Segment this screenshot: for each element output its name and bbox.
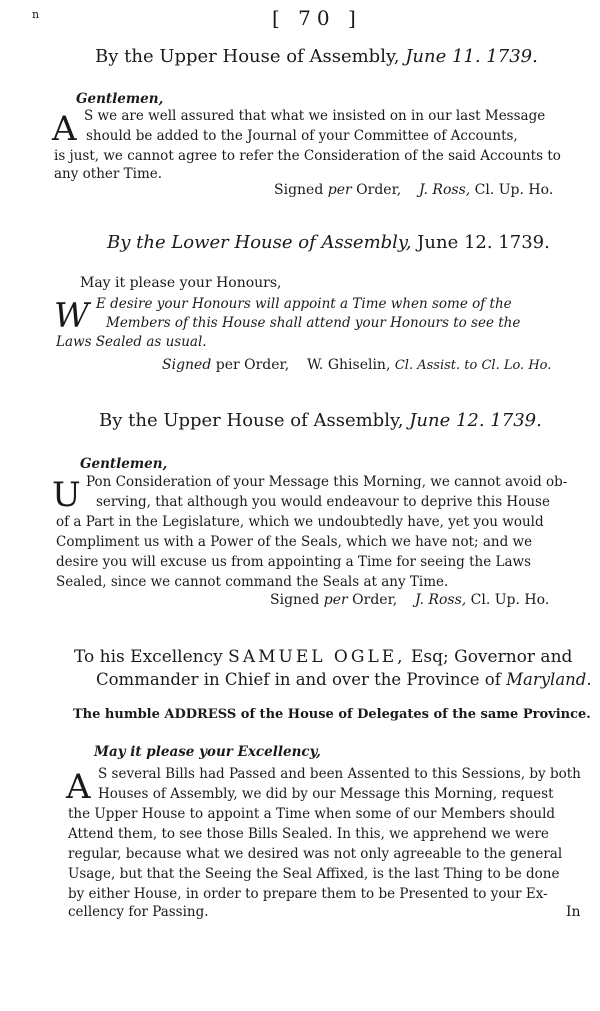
address-line-7-text: by either House, in order to prepare them to be Presented to your Ex- bbox=[68, 886, 548, 902]
address-drop-cap: A bbox=[66, 767, 91, 807]
msg1-line-2: should be added to the Journal of your Committee of Accounts, bbox=[86, 128, 518, 144]
msg2-clerk-office: Cl. Assist. to Cl. Lo. Ho. bbox=[394, 358, 552, 373]
page-mark: n bbox=[32, 8, 40, 21]
msg1-line-4: any other Time. bbox=[54, 166, 163, 182]
msg3-heading bbox=[99, 410, 542, 431]
msg2-clerk-name: W. Ghiselin, bbox=[306, 357, 391, 373]
address-line-3-text: the Upper House to appoint a Time when some of our Members should bbox=[68, 806, 556, 822]
msg3-order: Order, bbox=[352, 592, 398, 608]
msg1-heading bbox=[95, 46, 538, 67]
msg2-line-3: Laws Sealed as usual. bbox=[56, 334, 207, 350]
address-prefix: To his Excellency bbox=[74, 647, 223, 667]
msg2-signature bbox=[162, 357, 551, 373]
address-line-5-text: regular, because what we desired was not only agreeable to the general bbox=[68, 846, 563, 862]
msg1-drop-cap: A bbox=[52, 109, 77, 149]
msg3-heading-text: By the Upper House of Assembly, bbox=[99, 410, 404, 431]
msg1-per: per bbox=[327, 182, 352, 198]
address-line-8-text: cellency for Passing. bbox=[68, 904, 209, 920]
msg2-drop-cap: W bbox=[54, 296, 89, 336]
msg2-per: per Order, bbox=[215, 357, 290, 373]
msg3-drop-cap: U bbox=[52, 475, 81, 515]
msg3-date: June 12. 1739. bbox=[409, 410, 542, 431]
address-province-prefix: Commander in Chief in and over the Province of bbox=[96, 670, 501, 689]
msg2-heading bbox=[107, 232, 550, 253]
msg1-clerk-name: J. Ross, bbox=[419, 182, 471, 198]
msg1-line-1: S we are well assured that what we insisted on in our last Message bbox=[84, 108, 546, 124]
address-suffix: Esq; Governor and bbox=[410, 647, 573, 667]
address-line-1 bbox=[74, 647, 572, 667]
msg2-heading-text: By the Lower House of Assembly, bbox=[107, 232, 412, 253]
msg1-salutation: Gentlemen, bbox=[76, 91, 164, 107]
address-title: The humble ADDRESS of the House of Delegates of the same Province. bbox=[73, 707, 591, 722]
msg1-signed: Signed bbox=[274, 182, 324, 198]
address-line-6-text: Usage, but that the Seeing the Seal Affixed, is the last Thing to be done bbox=[68, 866, 560, 882]
msg3-clerk-office: Cl. Up. Ho. bbox=[470, 592, 550, 608]
address-governor-name: SAMUEL OGLE, bbox=[228, 647, 406, 667]
msg3-line-2: serving, that although you would endeavour to deprive this House bbox=[96, 494, 550, 510]
msg3-line-6: Sealed, since we cannot command the Seals at any Time. bbox=[56, 574, 449, 590]
address-line-4-text: Attend them, to see those Bills Sealed. In this, we apprehend we were bbox=[68, 826, 549, 842]
msg2-signed: Signed bbox=[162, 357, 212, 373]
msg1-line-3: is just, we cannot agree to refer the Consideration of the said Accounts to bbox=[54, 148, 561, 164]
msg3-signature bbox=[270, 592, 549, 608]
msg1-date: June 11. 1739. bbox=[405, 46, 538, 67]
msg3-line-5: desire you will excuse us from appointing a Time for seeing the Laws bbox=[56, 554, 532, 570]
msg2-line-2: Members of this House shall attend your Honours to see the bbox=[106, 315, 521, 331]
address-province: Maryland. bbox=[506, 670, 592, 689]
msg3-signed: Signed bbox=[270, 592, 320, 608]
msg3-line-4: Compliment us with a Power of the Seals, which we have not; and we bbox=[56, 534, 533, 550]
catchword: In bbox=[566, 904, 581, 920]
msg3-line-1: Pon Consideration of your Message this Morning, we cannot avoid ob- bbox=[86, 474, 568, 490]
msg1-clerk-office: Cl. Up. Ho. bbox=[474, 182, 554, 198]
address-line-2 bbox=[96, 670, 592, 689]
address-salutation: May it please your Excellency, bbox=[94, 744, 321, 760]
msg3-clerk-name: J. Ross, bbox=[415, 592, 467, 608]
address-line-2-text: Houses of Assembly, we did by our Message this Morning, request bbox=[98, 786, 554, 802]
address-line-1-text: S several Bills had Passed and been Assented to this Sessions, by both bbox=[98, 766, 581, 782]
msg2-salutation: May it please your Honours, bbox=[80, 275, 282, 291]
msg1-order: Order, bbox=[356, 182, 402, 198]
msg2-line-1: E desire your Honours will appoint a Time when some of the bbox=[96, 296, 512, 312]
msg3-per: per bbox=[323, 592, 348, 608]
msg3-line-3: of a Part in the Legislature, which we undoubtedly have, yet you would bbox=[56, 514, 544, 530]
page-number: [ 70 ] bbox=[272, 6, 362, 30]
msg2-date: June 12. 1739. bbox=[417, 232, 550, 253]
msg3-salutation: Gentlemen, bbox=[80, 456, 168, 472]
msg1-heading-text: By the Upper House of Assembly, bbox=[95, 46, 400, 67]
msg1-signature bbox=[274, 182, 553, 198]
